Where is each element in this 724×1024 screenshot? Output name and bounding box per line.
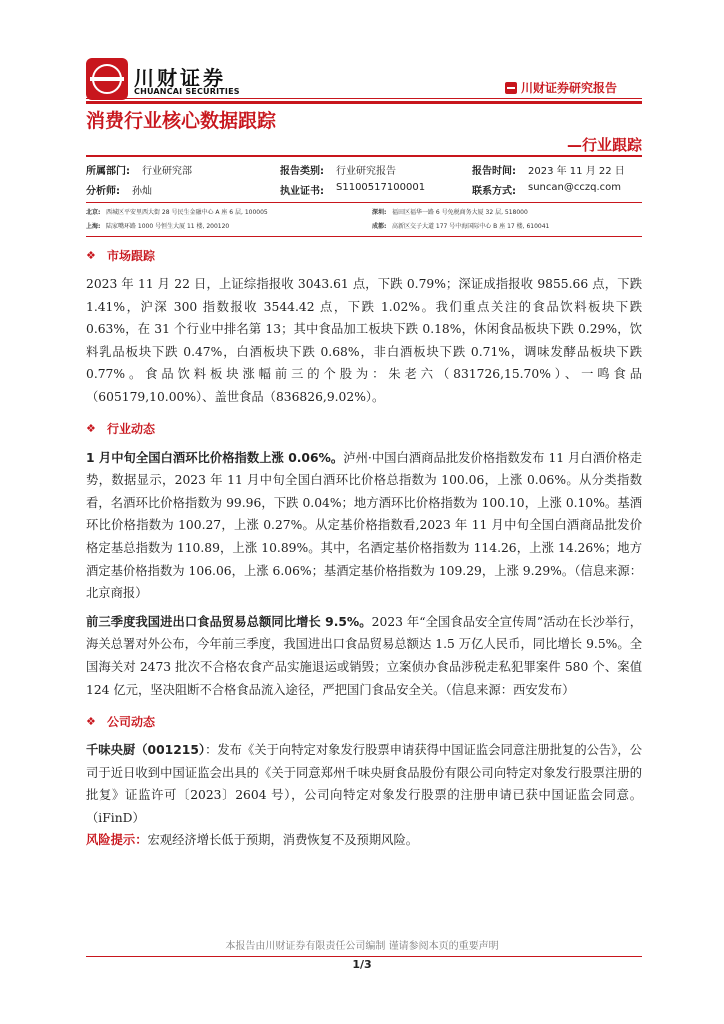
industry-paragraph-1 — [86, 447, 642, 605]
diamond-bullet-icon: ❖ — [86, 248, 96, 262]
page-number: 1/3 — [352, 958, 372, 971]
page-subtitle: —行业跟踪 — [566, 136, 642, 154]
logo-bar — [90, 77, 124, 81]
industry-item2-text: 2023 年“全国食品安全宣传周”活动在长沙举行，海关总署对外公布，今年前三季度，我国进出口食品贸易总额达 1.5 万亿人民币，同比增长 9.5%。全国海关对 2473 批次不合格农食产品实施退运或销毁；立案侦办食品涉税走私犯罪案件 580 个、案值 124 亿元，坚决阻断不合格食品流入途径，严把国门食品安全关。（信息来源：西安发布） — [86, 614, 643, 697]
meta-row-1 — [86, 162, 642, 180]
section-market-heading — [86, 243, 642, 267]
risk-paragraph — [86, 829, 642, 852]
office-addresses — [86, 205, 642, 233]
section-industry-title: 行业动态 — [107, 422, 156, 437]
contact-value: suncan@cczq.com — [528, 182, 621, 193]
meta-row-2 — [86, 182, 642, 200]
section-company-title: 公司动态 — [107, 714, 156, 729]
chengdu-address: 高新区交子大道 177 号中海国际中心 B 座 17 楼, 610041 — [392, 223, 550, 230]
industry-item2-lead: 前三季度我国进出口食品贸易总额同比增长 9.5%。 — [86, 614, 372, 629]
report-meta — [86, 160, 642, 200]
time-label: 报告时间: — [472, 166, 516, 177]
page-title: 消费行业核心数据跟踪 — [86, 110, 277, 132]
risk-text: 宏观经济增长低于预期，消费恢复不及预期风险。 — [147, 833, 419, 848]
chengdu-label: 成都: — [372, 223, 387, 230]
company-paragraph — [86, 739, 642, 829]
report-body — [86, 243, 642, 852]
shanghai-address: 陆家嘴环路 1000 号恒生大厦 11 楼, 200120 — [106, 223, 230, 230]
beijing-label: 北京: — [86, 209, 101, 216]
company-text: ：发布《关于向特定对象发行股票申请获得中国证监会同意注册批复的公告》，公司于近日收到中国证监会出具的《关于同意郑州千味央厨食品股份有限公司向特定对象发行股票注册的批复》证监许可〔2023〕2604 号），公司向特定对象发行股票的注册申请已获中国证监会同意。（iFinD） — [86, 743, 643, 825]
shenzhen-address: 福田区福华一路 6 号免税商务大厦 32 层, 518000 — [392, 209, 528, 216]
cert-label: 执业证书: — [280, 186, 324, 197]
shanghai-label: 上海: — [86, 223, 101, 230]
market-paragraph: 2023 年 11 月 22 日，上证综指报收 3043.61 点，下跌 0.79%；深证成指报收 9855.66 点，下跌 1.41%，沪深 300 指数报收 3544.42 点，下跌 1.02%。我们重点关注的食品饮料板块下跌 0.63%，在 31 个行业中排名第 13；其中食品加工板块下跌 0.18%，休闲食品板块下跌 0.29%，饮料乳品板块下跌 0.47%，白酒板块下跌 0.68%，非白酒板块下跌 0.71%，调味发酵品板块下跌 0.77%。食品饮料板块涨幅前三的个股为：朱老六（831726,15.70%）、一鸣食品（605179,10.00%）、盖世食品（836826,9.02%）。 — [86, 277, 642, 404]
header-rule-thick — [86, 101, 642, 104]
contact-label: 联系方式: — [472, 186, 516, 197]
footer-disclaimer: 本报告由川财证券有限责任公司编制 谨请参阅本页的重要声明 — [225, 941, 499, 952]
analyst-value: 孙灿 — [132, 186, 152, 197]
brand-name-en: CHUANCAI SECURITIES — [134, 87, 240, 96]
time-value: 2023 年 11 月 22 日 — [528, 166, 625, 177]
mini-logo-icon — [505, 82, 517, 94]
dept-value: 行业研究部 — [142, 166, 192, 177]
diamond-bullet-icon: ❖ — [86, 714, 96, 728]
industry-item1-text: 泸州·中国白酒商品批发价格指数发布 11 月白酒价格走势，数据显示，2023 年 11 月中旬全国白酒环比价格总指数为 100.06，上涨 0.06%。从分类指数看，名酒环比价格指数为 99.96，下跌 0.04%；地方酒环比价格指数为 100.10，上涨 0.10%。基酒环比价格指数为 100.27，上涨 0.27%。从定基价格指数看,2023 年 11 月中旬全国白酒商品批发价格定基总指数为 110.89，上涨 10.89%。其中，名酒定基价格指数为 114.26，上涨 14.26%；地方酒定基价格指数为 106.06，上涨 6.06%；基酒定基价格指数为 109.29，上涨 9.29%。（信息来源：北京商报） — [86, 450, 643, 601]
shenzhen-label: 深圳: — [372, 209, 387, 216]
company-logo — [86, 58, 128, 100]
dept-label: 所属部门: — [86, 166, 130, 177]
section-industry-heading — [86, 417, 642, 441]
section-company-heading — [86, 709, 642, 733]
header-rule-thin — [86, 98, 642, 99]
meta-rule — [86, 202, 642, 203]
address-rule — [86, 236, 642, 237]
analyst-label: 分析师: — [86, 186, 120, 197]
section-market-title: 市场跟踪 — [107, 248, 156, 263]
type-value: 行业研究报告 — [336, 166, 396, 177]
report-series-label — [505, 79, 617, 96]
brand-name: 川财证券 — [134, 66, 226, 90]
industry-item1-lead: 1 月中旬全国白酒环比价格指数上涨 0.06%。 — [86, 450, 344, 465]
diamond-bullet-icon: ❖ — [86, 422, 96, 436]
risk-lead: 风险提示： — [86, 833, 148, 848]
beijing-address: 西城区平安里西大街 28 号民生金融中心 A 座 6 层, 100005 — [106, 209, 268, 216]
industry-paragraph-2 — [86, 611, 642, 701]
company-lead: 千味央厨（001215） — [86, 743, 206, 758]
report-series-text: 川财证券研究报告 — [521, 81, 618, 95]
title-rule — [86, 155, 642, 157]
cert-value: S1100517100001 — [336, 182, 426, 193]
type-label: 报告类别: — [280, 166, 324, 177]
footer-rule — [86, 956, 642, 957]
